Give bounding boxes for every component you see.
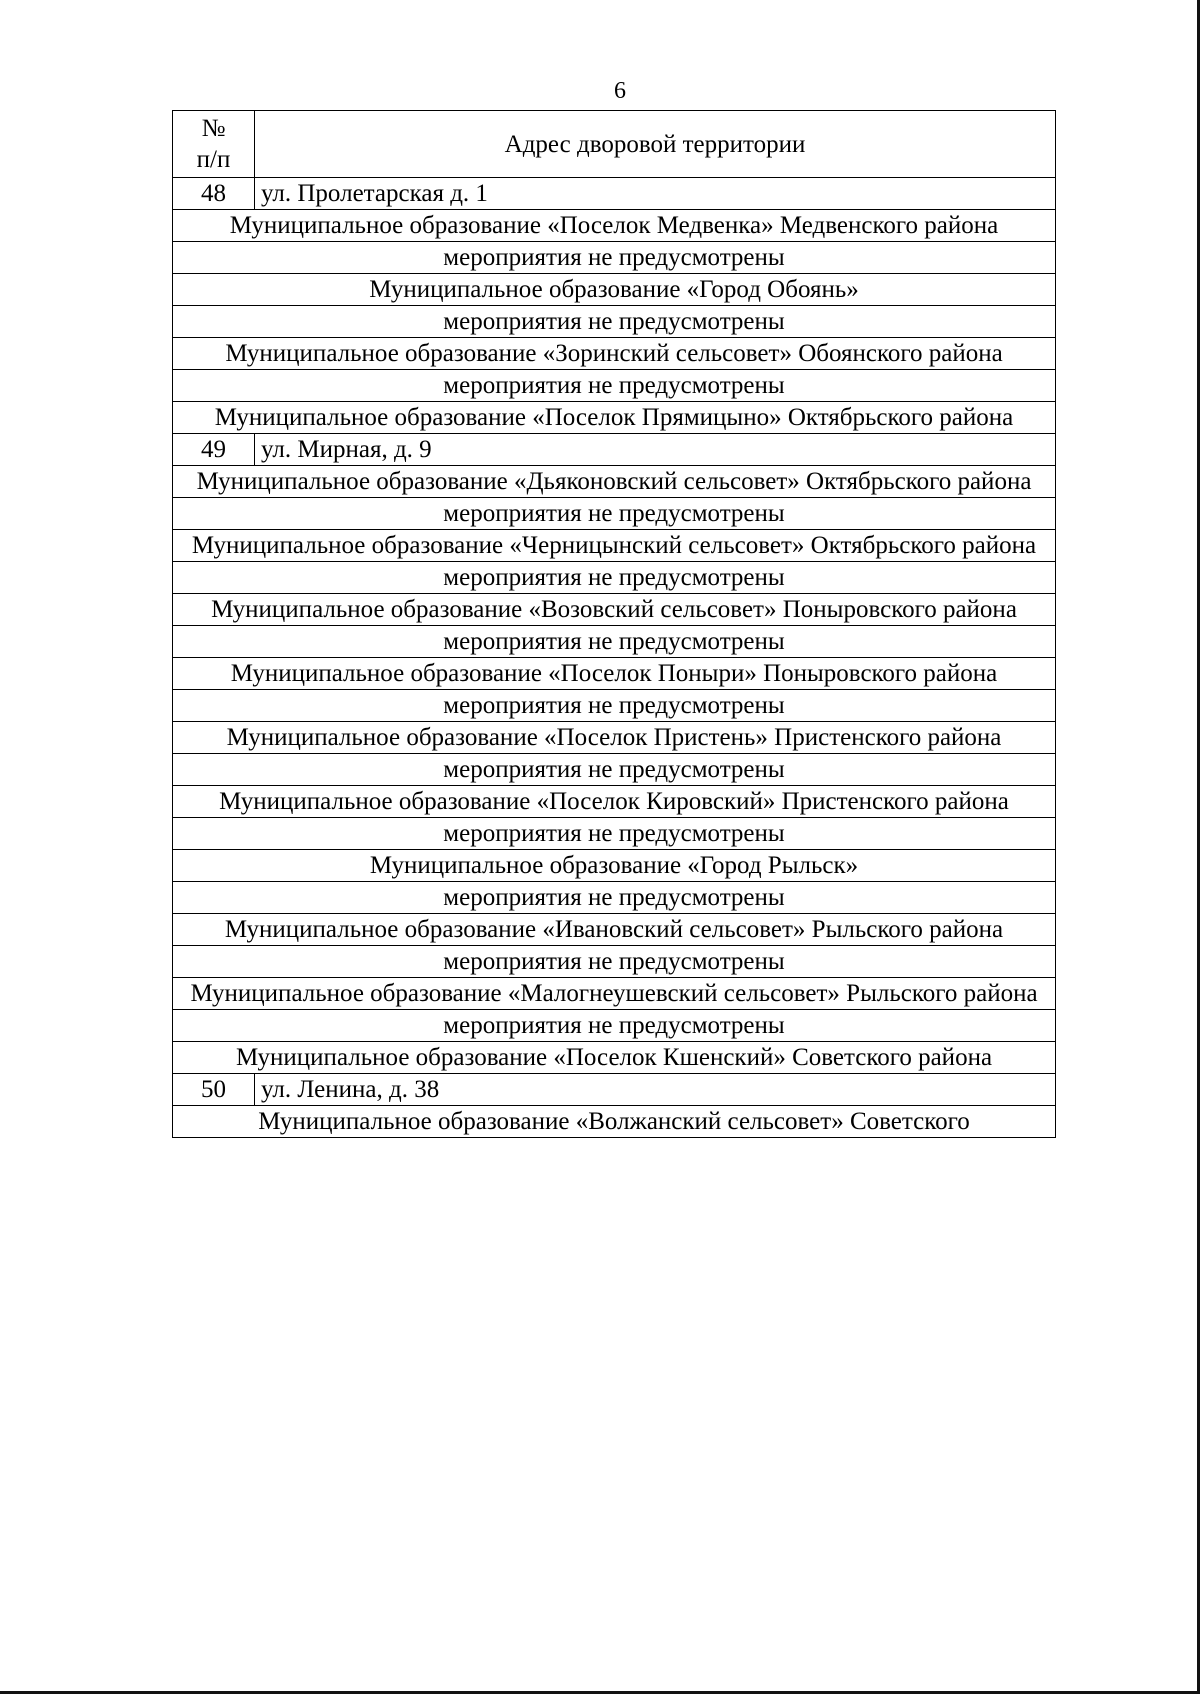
no-measures-note: мероприятия не предусмотрены [173,690,1056,722]
note-row [173,1010,1056,1042]
municipality-row [173,274,1056,306]
note-row [173,370,1056,402]
municipality-row [173,658,1056,690]
territory-table [172,110,1056,1138]
note-row [173,626,1056,658]
table-row [173,178,1056,210]
municipality-heading: Муниципальное образование «Поселок Кшенский» Советского района [173,1042,1056,1074]
municipality-heading: Муниципальное образование «Черницынский сельсовет» Октябрьского района [173,530,1056,562]
no-measures-note: мероприятия не предусмотрены [173,498,1056,530]
municipality-row [173,1106,1056,1138]
row-number: 50 [173,1074,255,1106]
municipality-heading: Муниципальное образование «Дьяконовский сельсовет» Октябрьского района [173,466,1056,498]
table-row [173,434,1056,466]
note-row [173,690,1056,722]
no-measures-note: мероприятия не предусмотрены [173,882,1056,914]
note-row [173,242,1056,274]
no-measures-note: мероприятия не предусмотрены [173,946,1056,978]
note-row [173,946,1056,978]
header-number-label: № п/п [196,115,231,173]
municipality-heading: Муниципальное образование «Город Обоянь» [173,274,1056,306]
row-number: 49 [173,434,255,466]
no-measures-note: мероприятия не предусмотрены [173,306,1056,338]
no-measures-note: мероприятия не предусмотрены [173,370,1056,402]
note-row [173,498,1056,530]
municipality-heading: Муниципальное образование «Поселок Пристень» Пристенского района [173,722,1056,754]
municipality-row [173,402,1056,434]
municipality-row [173,850,1056,882]
header-address-label: Адрес дворовой территории [504,130,806,158]
no-measures-note: мероприятия не предусмотрены [173,626,1056,658]
municipality-row [173,978,1056,1010]
row-address: ул. Пролетарская д. 1 [255,178,1056,210]
municipality-heading: Муниципальное образование «Возовский сельсовет» Поныровского района [173,594,1056,626]
no-measures-note: мероприятия не предусмотрены [173,754,1056,786]
municipality-row [173,210,1056,242]
municipality-row [173,786,1056,818]
header-address-cell [255,111,1056,178]
note-row [173,562,1056,594]
municipality-row [173,466,1056,498]
row-number: 48 [173,178,255,210]
row-address: ул. Ленина, д. 38 [255,1074,1056,1106]
municipality-row [173,1042,1056,1074]
header-number-cell [173,111,255,178]
municipality-heading: Муниципальное образование «Поселок Прямицыно» Октябрьского района [173,402,1056,434]
municipality-heading: Муниципальное образование «Поселок Кировский» Пристенского района [173,786,1056,818]
note-row [173,306,1056,338]
no-measures-note: мероприятия не предусмотрены [173,818,1056,850]
municipality-row [173,722,1056,754]
note-row [173,818,1056,850]
no-measures-note: мероприятия не предусмотрены [173,562,1056,594]
table-row [173,1074,1056,1106]
municipality-row [173,594,1056,626]
municipality-heading: Муниципальное образование «Поселок Медвенка» Медвенского района [173,210,1056,242]
no-measures-note: мероприятия не предусмотрены [173,242,1056,274]
row-address: ул. Мирная, д. 9 [255,434,1056,466]
table-header-row [173,111,1056,178]
municipality-heading: Муниципальное образование «Зоринский сельсовет» Обоянского района [173,338,1056,370]
note-row [173,882,1056,914]
note-row [173,754,1056,786]
table-body [173,178,1056,1138]
municipality-heading: Муниципальное образование «Волжанский сельсовет» Советского [173,1106,1056,1138]
municipality-row [173,914,1056,946]
municipality-heading: Муниципальное образование «Поселок Поныри» Поныровского района [173,658,1056,690]
municipality-row [173,530,1056,562]
municipality-row [173,338,1056,370]
municipality-heading: Муниципальное образование «Ивановский сельсовет» Рыльского района [173,914,1056,946]
municipality-heading: Муниципальное образование «Малогнеушевский сельсовет» Рыльского района [173,978,1056,1010]
page-number: 6 [614,78,626,104]
municipality-heading: Муниципальное образование «Город Рыльск» [173,850,1056,882]
no-measures-note: мероприятия не предусмотрены [173,1010,1056,1042]
